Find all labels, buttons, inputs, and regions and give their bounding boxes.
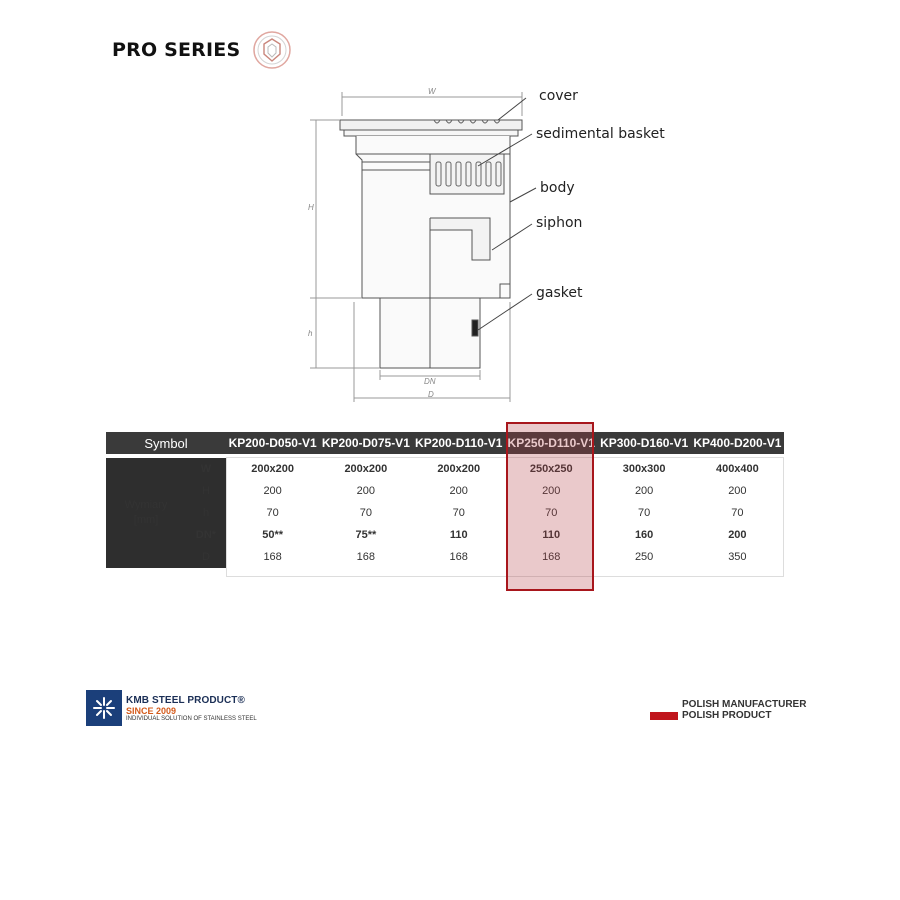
dim-h-upper-label: H bbox=[308, 203, 314, 212]
column-header: KP200-D110-V1 bbox=[412, 432, 505, 454]
table-cell: 168 bbox=[263, 551, 282, 563]
table-cell: 70 bbox=[637, 507, 651, 519]
table-cell: 200 bbox=[449, 485, 468, 497]
table-cell: 200x200 bbox=[251, 463, 295, 475]
dim-dn-label: DN bbox=[424, 377, 436, 386]
table-cell: 70 bbox=[452, 507, 465, 519]
dim-d-label: D bbox=[428, 390, 434, 399]
callout-cover: cover bbox=[539, 88, 578, 104]
table-cell: 300x300 bbox=[622, 463, 666, 475]
param-label: H bbox=[186, 480, 226, 502]
table-cell: 200 bbox=[728, 529, 747, 541]
table-cell: 200 bbox=[542, 485, 561, 497]
brand-tagline: INDIVIDUAL SOLUTION OF STAINLESS STEEL bbox=[126, 715, 257, 722]
table-cell: 200x200 bbox=[344, 463, 388, 475]
table-cell: 168 bbox=[449, 551, 468, 563]
callout-sedimental-basket: sedimental basket bbox=[536, 126, 665, 142]
table-row bbox=[106, 524, 784, 546]
table-row bbox=[106, 502, 784, 524]
table-cell: 250 bbox=[634, 551, 654, 563]
table-cell: 200x200 bbox=[437, 463, 481, 475]
callout-gasket: gasket bbox=[536, 285, 583, 301]
table-cell: 200 bbox=[634, 485, 654, 497]
spec-table bbox=[106, 432, 784, 568]
table-cell: 200 bbox=[356, 485, 376, 497]
table-cell: 110 bbox=[542, 529, 561, 541]
table-cell: 70 bbox=[266, 507, 279, 519]
table-cell: 70 bbox=[359, 507, 372, 519]
table-header-row bbox=[106, 432, 784, 454]
table-cell: 200 bbox=[728, 485, 747, 497]
callout-siphon: siphon bbox=[536, 215, 583, 231]
kmb-logo-icon bbox=[86, 690, 122, 726]
param-label: h bbox=[186, 502, 226, 524]
column-header: KP400-D200-V1 bbox=[691, 432, 784, 454]
table-row bbox=[106, 546, 784, 568]
brand-since: SINCE 2009 bbox=[126, 705, 177, 716]
dimensions-group-label bbox=[106, 458, 186, 568]
table-row bbox=[106, 480, 784, 502]
column-header: KP300-D160-V1 bbox=[598, 432, 691, 454]
table-cell: 250x250 bbox=[529, 463, 573, 475]
symbol-header: Symbol bbox=[106, 432, 226, 454]
group-label-line: Wymiary bbox=[124, 499, 168, 511]
table-cell: 75** bbox=[355, 529, 377, 541]
column-header: KP200-D075-V1 bbox=[319, 432, 412, 454]
param-label: W bbox=[186, 458, 226, 480]
table-row bbox=[106, 458, 784, 480]
table-cell: 200 bbox=[263, 485, 282, 497]
red-accent-bar bbox=[650, 712, 678, 720]
table-cell: 110 bbox=[449, 529, 468, 541]
origin-block bbox=[650, 699, 806, 721]
param-label: D bbox=[186, 546, 226, 568]
polish-product-label: POLISH PRODUCT bbox=[682, 710, 772, 721]
page-title: PRO SERIES bbox=[112, 39, 241, 61]
table-cell: 168 bbox=[356, 551, 376, 563]
column-header: KP250-D110-V1 bbox=[505, 432, 598, 454]
table-cell: 70 bbox=[545, 507, 558, 519]
dim-w-label: W bbox=[428, 87, 436, 96]
table-cell: 400x400 bbox=[715, 463, 759, 475]
polish-manufacturer-label: POLISH MANUFACTURER bbox=[682, 699, 807, 710]
table-cell: 160 bbox=[634, 529, 654, 541]
brand-name: KMB STEEL PRODUCT® bbox=[126, 694, 245, 706]
dim-h-lower-label: h bbox=[308, 329, 313, 338]
brand-logo-block bbox=[86, 690, 257, 726]
header bbox=[112, 30, 292, 70]
callout-body: body bbox=[540, 180, 575, 196]
table-cell: 168 bbox=[542, 551, 561, 563]
group-label-unit: [mm] bbox=[133, 514, 159, 526]
series-badge-icon bbox=[252, 30, 292, 70]
column-header: KP200-D050-V1 bbox=[226, 432, 319, 454]
table-cell: 50** bbox=[262, 529, 284, 541]
table-cell: 70 bbox=[731, 507, 744, 519]
table-cell: 350 bbox=[728, 551, 747, 563]
param-label: DN* bbox=[186, 524, 226, 546]
